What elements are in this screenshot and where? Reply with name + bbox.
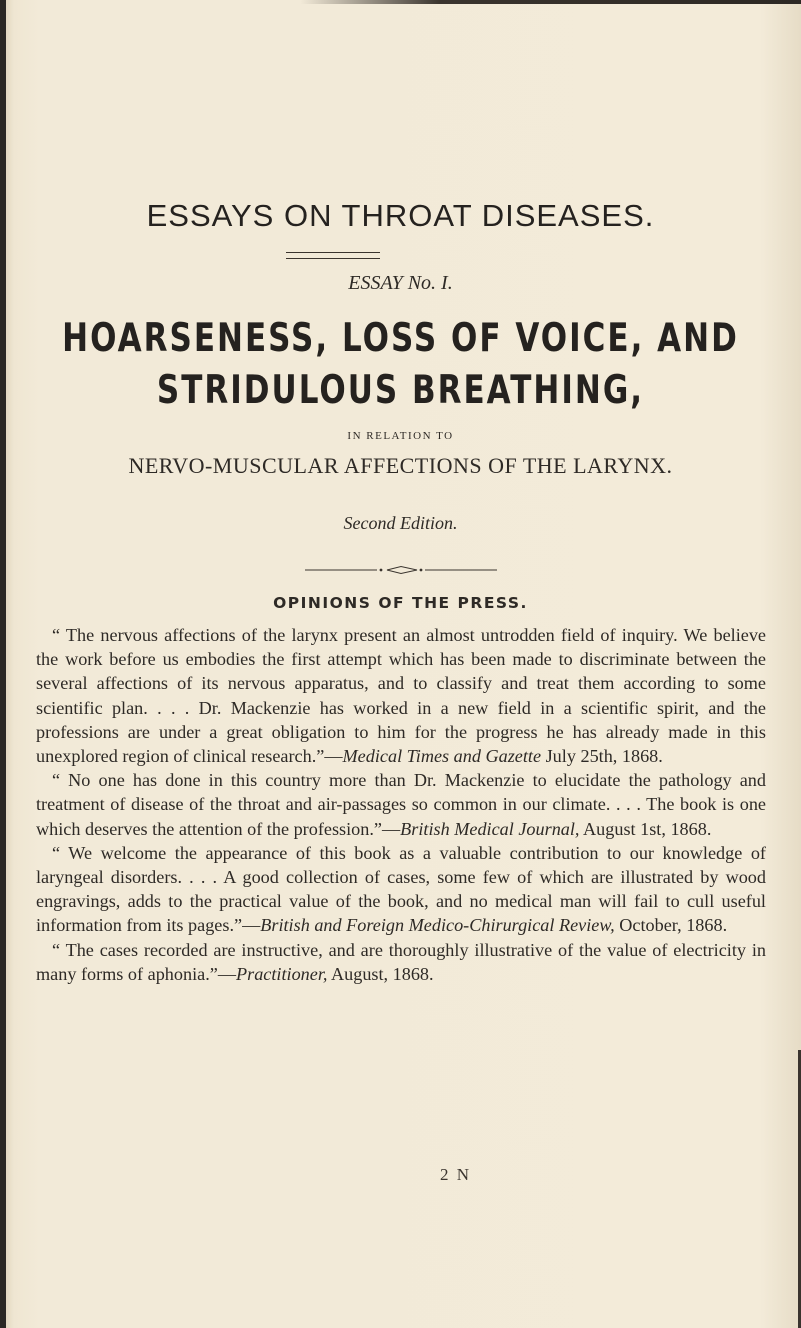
essay-subject: NERVO-MUSCULAR AFFECTIONS OF THE LARYNX. (128, 453, 673, 478)
press-quotes (36, 623, 766, 986)
main-title: ESSAYS ON THROAT DISEASES. (146, 198, 655, 233)
press-quote (36, 623, 766, 768)
press-quote (36, 841, 766, 938)
press-opinions-heading: OPINIONS OF THE PRESS. (273, 594, 528, 612)
press-quote (36, 938, 766, 986)
ornamental-rule (305, 565, 497, 575)
quote-date: August 1st, 1868. (579, 818, 712, 839)
quote-text: “ The nervous affections of the larynx present an almost untrodden field of inquiry. We believe the work before us embodies the first attempt which has been made to discriminate between the several affections of its nervous apparatus, and to classify and treat them according to some scientific plan. . . . Dr. Mackenzie has worked in a new field in a scientific spirit, and the professions are under a great obligation to him for the progress he has already made in this unexplored region of clinical research.”— (36, 625, 766, 767)
quote-date: July 25th, 1868. (541, 746, 663, 767)
quote-source: Medical Times and Gazette (342, 746, 542, 767)
essay-number: ESSAY No. I. (348, 272, 453, 294)
essay-title-line-1: HOARSENESS, LOSS OF VOICE, AND (62, 316, 739, 361)
signature-mark: 2 N (440, 1165, 472, 1184)
quote-date: August, 1868. (327, 963, 434, 984)
double-rule-divider (286, 252, 380, 259)
press-quote (36, 768, 766, 841)
quote-text: “ The cases recorded are instructive, and are thoroughly illustrative of the value of electricity in many forms of aphonia.”— (36, 939, 766, 984)
in-relation-caption: IN RELATION TO (347, 430, 454, 442)
quote-source: British Medical Journal, (400, 818, 580, 839)
edition-label: Second Edition. (343, 513, 458, 533)
quote-text: “ No one has done in this country more than Dr. Mackenzie to elucidate the pathology and treatment of disease of the throat and air-passages so common in our climate. . . . The book is one which deserves the attention of the profession.”— (36, 770, 766, 839)
page-top-shadow (300, 0, 801, 4)
essay-title-line-2: STRIDULOUS BREATHING, (156, 368, 645, 413)
quote-source: Practitioner, (236, 963, 328, 984)
quote-source: British and Foreign Medico-Chirurgical Review, (260, 915, 615, 936)
quote-date: October, 1868. (614, 915, 728, 936)
quote-text: “ We welcome the appearance of this book as a valuable contribution to our knowledge of laryngeal disorders. . . . A good collection of cases, some few of which are illustrated by wood engravings, adds to the practical value of the book, and no medical man will fail to cull useful information from its pages.”— (36, 842, 766, 936)
